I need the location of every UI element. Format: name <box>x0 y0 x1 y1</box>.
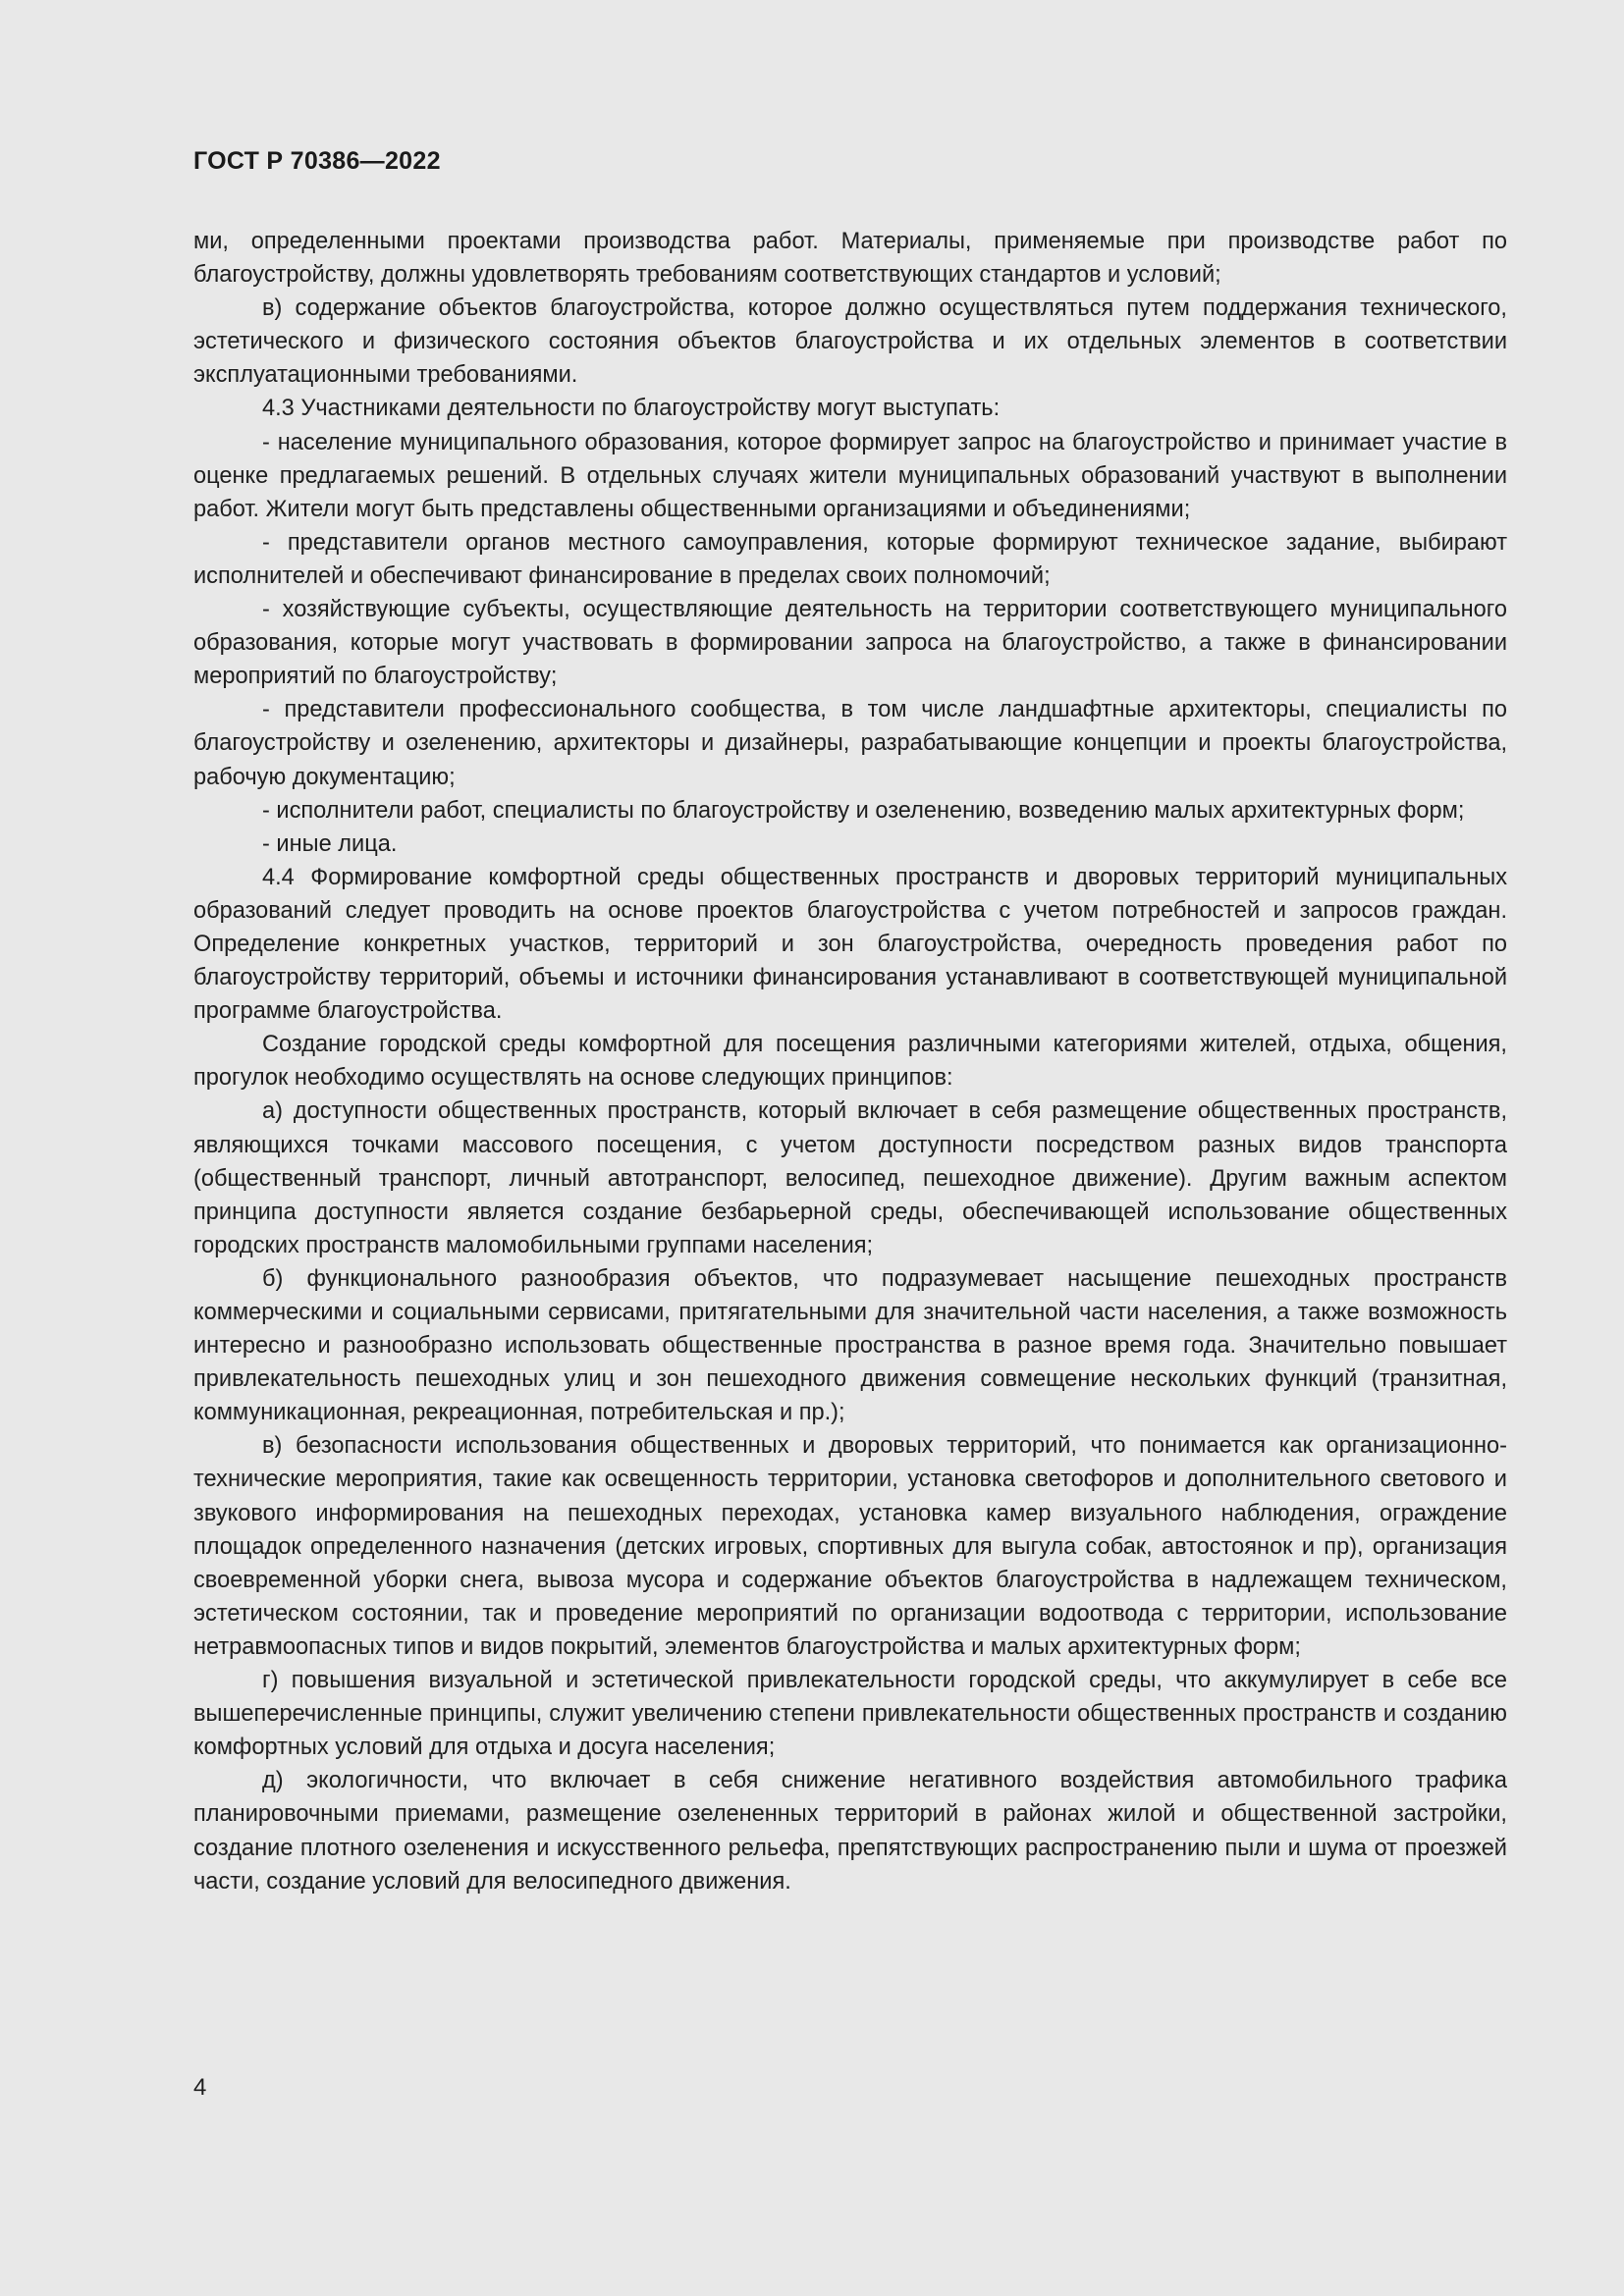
principle-a: а) доступности общественных пространств, который включает в себя размещение общественных пространств, являющихся точками массового посещения, с учетом доступности посредством разных видов транспорта (общественный транспорт, личный автотранспорт, велосипед, пешеходное движение). Другим важным аспектом принципа доступности является создание безбарьерной среды, обеспечивающей использование общественных городских пространств маломобильными группами населения; <box>193 1098 1507 1258</box>
list-item: - население муниципального образования, которое формирует запрос на благоустройство и принимает участие в оценке предлагаемых решений. В отдельных случаях жители муниципальных образований участвуют в выполнении работ. Жители могут быть представлены общественными организациями и объединениями; <box>193 429 1507 522</box>
paragraph: ми, определенными проектами производства работ. Материалы, применяемые при производстве работ по благоустройству, должны удовлетворять требованиям соответствующих стандартов и условий; <box>193 229 1507 289</box>
section-4-3: 4.3 Участниками деятельности по благоустройству могут выступать: <box>262 396 1001 422</box>
page-number: 4 <box>193 2074 207 2101</box>
paragraph: Создание городской среды комфортной для посещения различными категориями жителей, отдыха, общения, прогулок необходимо осуществлять на основе следующих принципов: <box>193 1032 1507 1092</box>
principle-g: г) повышения визуальной и эстетической привлекательности городской среды, что аккумулирует в себе все вышеперечисленные принципы, служит увеличению степени привлекательности общественных пространств и созданию комфортных условий для отдыха и досуга населения; <box>193 1668 1507 1761</box>
principle-b: б) функционального разнообразия объектов, что подразумевает насыщение пешеходных пространств коммерческими и социальными сервисами, притягательными для значительной части населения, а также возможность интересно и разнообразно использовать общественные пространства в разное время года. Значительно повышает привлекательность пешеходных улиц и зон пешеходного движения совмещение нескольких функций (транзитная, коммуникационная, рекреационная, потребительская и пр.); <box>193 1265 1507 1426</box>
list-item: - хозяйствующие субъекты, осуществляющие деятельность на территории соответствующего муниципального образования, которые могут участвовать в формировании запроса на благоустройство, а также в финансировании мероприятий по благоустройству; <box>193 597 1507 690</box>
section-4-4: 4.4 Формирование комфортной среды общественных пространств и дворовых территорий муниципальных образований следует проводить на основе проектов благоустройства с учетом потребностей и запросов граждан. Определение конкретных участков, территорий и зон благоустройства, очередность проведения работ по благоустройству территорий, объемы и источники финансирования устанавливают в соответствующей муниципальной программе благоустройства. <box>193 864 1507 1025</box>
list-item: - исполнители работ, специалисты по благоустройству и озеленению, возведению малых архитектурных форм; <box>262 797 1465 824</box>
document-body <box>193 225 1507 1898</box>
document-header: ГОСТ Р 70386—2022 <box>193 147 441 175</box>
list-item: - представители органов местного самоуправления, которые формируют техническое задание, выбирают исполнителей и обеспечивают финансирование в пределах своих полномочий; <box>193 529 1507 589</box>
principle-v: в) безопасности использования общественных и дворовых территорий, что понимается как организационно-технические мероприятия, такие как освещенность территории, установка светофоров и дополнительного светового и звукового информирования на пешеходных переходах, установка камер визуального наблюдения, ограждение площадок определенного назначения (детских игровых, спортивных для выгула собак, автостоянок и пр), организация своевременной уборки снега, вывоза мусора и содержание объектов благоустройства в надлежащем техническом, эстетическом состоянии, так и проведение мероприятий по организации водоотвода с территории, использование нетравмоопасных типов и видов покрытий, элементов благоустройства и малых архитектурных форм; <box>193 1433 1507 1660</box>
paragraph: в) содержание объектов благоустройства, которое должно осуществляться путем поддержания технического, эстетического и физического состояния объектов благоустройства и их отдельных элементов в соответствии эксплуатационными требованиями. <box>193 295 1507 389</box>
list-item: - представители профессионального сообщества, в том числе ландшафтные архитекторы, специалисты по благоустройству и озеленению, архитекторы и дизайнеры, разрабатывающие концепции и проекты благоустройства, рабочую документацию; <box>193 697 1507 790</box>
list-item: - иные лица. <box>262 830 398 857</box>
principle-d: д) экологичности, что включает в себя снижение негативного воздействия автомобильного трафика планировочными приемами, размещение озелененных территорий в районах жилой и общественной застройки, создание плотного озеленения и искусственного рельефа, препятствующих распространению пыли и шума от проезжей части, создание условий для велосипедного движения. <box>193 1768 1507 1895</box>
